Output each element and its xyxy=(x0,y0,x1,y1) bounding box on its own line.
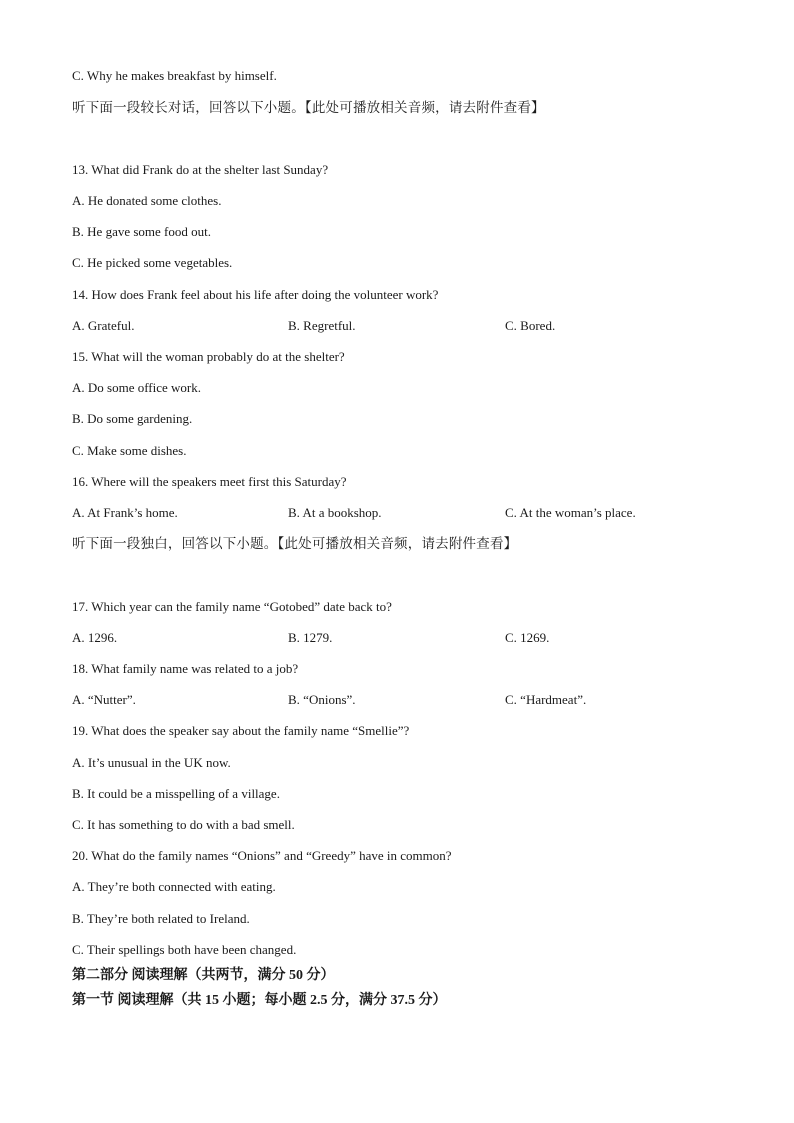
section-heading: 第一节 阅读理解（共 15 小题；每小题 2.5 分，满分 37.5 分） xyxy=(72,993,447,1008)
option-text: A. “Nutter”. xyxy=(72,692,136,707)
option-text: C. Their spellings both have been changed. xyxy=(72,942,297,957)
option-text: A. 1296. xyxy=(72,630,118,645)
option-text: A. They’re both connected with eating. xyxy=(72,879,276,894)
option-text: A. Do some office work. xyxy=(72,380,202,395)
option-text: C. “Hardmeat”. xyxy=(505,692,587,707)
option-text: C. 1269. xyxy=(505,630,550,645)
option-text: B. Do some gardening. xyxy=(72,411,193,426)
option-text: B. He gave some food out. xyxy=(72,224,212,239)
question-text: 17. Which year can the family name “Gotobed” date back to? xyxy=(72,599,392,614)
question-text: 16. Where will the speakers meet first this Saturday? xyxy=(72,474,347,489)
option-text: A. Grateful. xyxy=(72,318,135,333)
option-text: B. They’re both related to Ireland. xyxy=(72,911,250,926)
option-text: B. Regretful. xyxy=(288,318,356,333)
option-text: C. Bored. xyxy=(505,318,556,333)
option-text: A. It’s unusual in the UK now. xyxy=(72,755,231,770)
section-heading: 第二部分 阅读理解（共两节，满分 50 分） xyxy=(72,968,335,983)
question-text: 13. What did Frank do at the shelter last Sunday? xyxy=(72,162,329,177)
question-text: 20. What do the family names “Onions” and “Greedy” have in common? xyxy=(72,848,452,863)
option-text: A. He donated some clothes. xyxy=(72,193,222,208)
option-text: B. 1279. xyxy=(288,630,333,645)
option-text: B. At a bookshop. xyxy=(288,505,382,520)
audio-instruction: 听下面一段独白，回答以下小题。【此处可播放相关音频，请去附件查看】 xyxy=(72,536,518,551)
audio-instruction: 听下面一段较长对话，回答以下小题。【此处可播放相关音频，请去附件查看】 xyxy=(72,100,545,115)
question-text: 19. What does the speaker say about the family name “Smellie”? xyxy=(72,723,410,738)
question-text: 15. What will the woman probably do at the shelter? xyxy=(72,349,345,364)
option-text: C. It has something to do with a bad smell. xyxy=(72,817,295,832)
option-text: C. Why he makes breakfast by himself. xyxy=(72,68,277,83)
option-text: C. Make some dishes. xyxy=(72,443,187,458)
option-text: C. He picked some vegetables. xyxy=(72,255,233,270)
option-text: A. At Frank’s home. xyxy=(72,505,178,520)
question-text: 18. What family name was related to a job? xyxy=(72,661,299,676)
option-text: B. It could be a misspelling of a village. xyxy=(72,786,280,801)
option-text: B. “Onions”. xyxy=(288,692,356,707)
question-text: 14. How does Frank feel about his life after doing the volunteer work? xyxy=(72,287,439,302)
option-text: C. At the woman’s place. xyxy=(505,505,636,520)
